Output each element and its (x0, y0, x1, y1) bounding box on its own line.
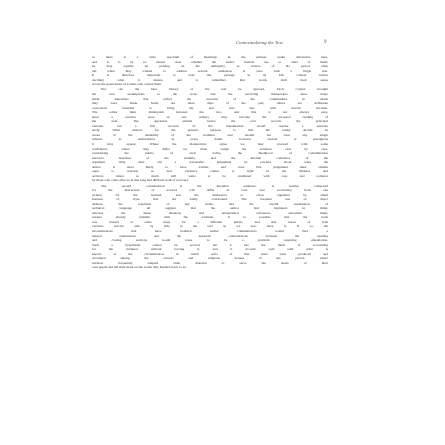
text-line: between branches of the stemma, and the internal coherence of the (92, 155, 328, 160)
text-line: known of the circumstances in which texts of this kind were produced and (92, 251, 328, 256)
text-line: written for the learned, and the distinction is often signalled by small (92, 192, 328, 197)
text-line: considering the habits of each scribe, the likelihood of contamination (92, 151, 328, 156)
text-line: The editor must distinguish between the two, and this is not always easy, (92, 110, 328, 115)
text-line: they were made. Some are mere slips of the pen; others are deliberate (92, 101, 328, 106)
body-text (92, 55, 328, 270)
text-line: it may appear. Where the manuscripts agree we may proceed with some (92, 141, 328, 146)
text-line: across the generations of scribes who copied them. (92, 82, 162, 87)
text-line: technical language all suggest that the author had beginners in mind, (92, 206, 328, 211)
text-line: and it is by no means clear whether the author intends one or other of them; (92, 59, 328, 64)
text-line: witness as authoritative in every detail, however ancient or prestigious (92, 137, 328, 142)
paragraph (92, 184, 328, 270)
text-line: open to revision as new evidence comes to light in the libraries and (92, 169, 328, 174)
text-line: Such a hypothesis cannot be proved, but it has the merit of accounting (92, 242, 328, 247)
text-line: circulated among the schools and religious houses of the period, where (92, 256, 328, 261)
text-line: whereas the dense allusions and unexplained references elsewhere imply (92, 210, 328, 215)
text-line: variants, but a full account of the transmission would require a separate (92, 123, 328, 128)
text-line: It is therefore important to read the passage in its full context before (92, 73, 328, 78)
text-line: archives where so much still waits to be examined with care and patience (92, 173, 328, 178)
text-line: versions survive side by side in the text as we now have it. If so, the (92, 224, 328, 229)
text-line: author is most likely to have written, and even that judgement must remain (92, 164, 328, 169)
text-line: since a careless error in one century may become the accepted reading of (92, 114, 328, 119)
text-line: own pupils and left their mark on the works they handed down to us. (92, 265, 187, 270)
text-line: argument. Only then can a reasonable judgement be reached about what the (92, 160, 328, 165)
text-line: address, the repetition of key terms, and the careful explanation of (92, 201, 328, 206)
text-line: readers already familiar with the tradition. It is possible that the work (92, 215, 328, 220)
text-line: study. What matters for the present purpose is that the reader should be (92, 128, 328, 133)
text-line: small alterations that reflect the concerns of the communities in which (92, 96, 328, 101)
text-line: inconsistencies that have troubled earlier commentators would find a (92, 228, 328, 233)
text-line: teachers frequently adapted older material to serve the needs of their (92, 260, 328, 265)
text-line: Nor can the later history of the text be ignored. Each copyist brought (101, 87, 328, 92)
text-line: The second consideration is the intended audience. A treatise composed (101, 183, 328, 188)
paragraph (92, 55, 328, 87)
text-line: corrections intended to bring the text into line with current doctrine. (92, 105, 328, 110)
text-line: and closing sections would cease to be a problem requiring emendation. (92, 238, 328, 243)
text-line: by those who come after us in this long and difficult work of recovery. (92, 178, 189, 183)
text-line: aware of the instability of the tradition and should not treat any single (92, 132, 328, 137)
page-number: 9 (324, 39, 327, 45)
text-line: did when they wished to address several audiences at once with a single text. (92, 68, 328, 73)
text-line: confidence; where they differ we must weigh the evidence case by case, (92, 146, 328, 151)
text-line: he may equally be playing on the ambiguity, as writers of his period often (92, 64, 328, 69)
text-line: the next. The apparatus printed below the text records the principal (92, 119, 328, 124)
running-head: Contextualizing the Text (236, 40, 283, 45)
text-line: for the instruction of novices will differ in tone and vocabulary from one (92, 188, 328, 193)
text-line: for the evidence without forcing it, and it accords well with what is (92, 247, 328, 252)
text-line: features of style that are easily overlooked. The frequent use of direct (92, 197, 328, 202)
text-line: was revised at some stage for a different public, and that traces of both (92, 219, 328, 224)
text-line: his own assumptions to the work, and the surviving manuscripts show many (92, 91, 328, 96)
text-line: so there is a wide spectrum of meanings in the phrases under discussion here, (92, 55, 328, 59)
text-line: deciding what it means, and to remember that words shift their sense (92, 77, 328, 82)
paragraph (92, 87, 328, 182)
text-line: natural explanation, and the apparent contradictions between the opening (92, 233, 328, 238)
